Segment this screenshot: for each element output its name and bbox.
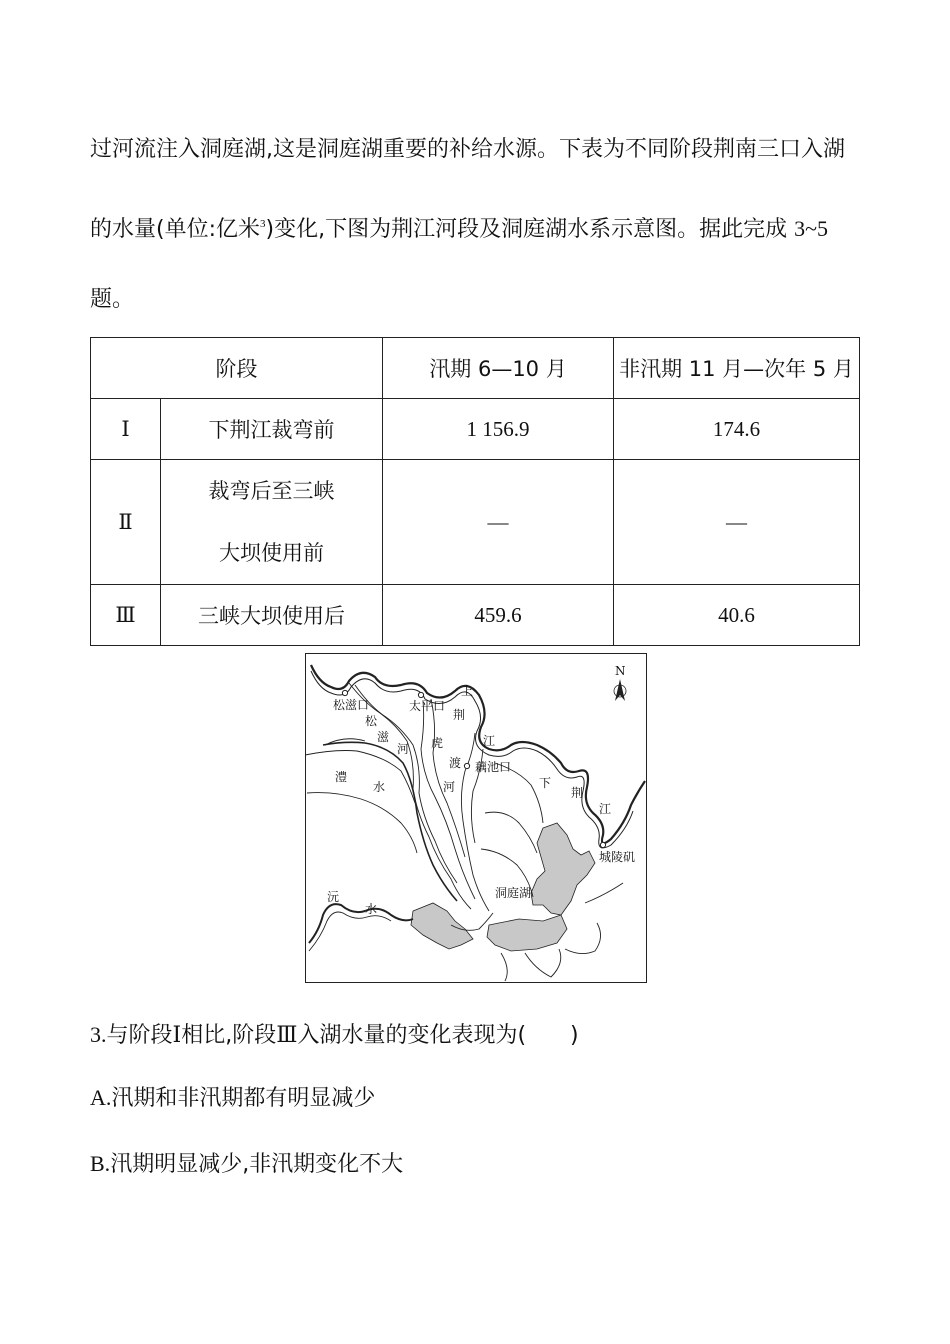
stem-stage-iii: Ⅲ bbox=[276, 1022, 298, 1047]
north-label: N bbox=[615, 664, 626, 678]
intro-line-3 bbox=[90, 262, 865, 338]
header-stage: 阶段 bbox=[91, 338, 383, 399]
table-row bbox=[91, 585, 860, 646]
question-stem bbox=[90, 1018, 579, 1049]
intro-line-2 bbox=[90, 186, 865, 268]
nonflood-value: — bbox=[614, 460, 860, 585]
stage-number: Ⅲ bbox=[91, 585, 161, 646]
question-range: 3~5 bbox=[794, 216, 828, 241]
label-shui-1: 水 bbox=[373, 780, 386, 794]
stem-stage-i: Ⅰ bbox=[172, 1022, 182, 1047]
label-jing-1: 荆 bbox=[453, 708, 466, 722]
stem-part-b: 相比,阶段 bbox=[181, 1023, 277, 1048]
intro-line-2a: 的水量(单位:亿米 bbox=[90, 217, 260, 242]
label-jing-2: 荆 bbox=[571, 786, 584, 800]
label-shang: 上 bbox=[461, 684, 474, 698]
flood-value: — bbox=[383, 460, 614, 585]
label-zi: 滋 bbox=[377, 730, 390, 744]
intro-line-3-text: 题。 bbox=[90, 287, 135, 312]
label-ouchikou: 藕池口 bbox=[475, 760, 512, 774]
flood-value: 459.6 bbox=[383, 585, 614, 646]
label-song: 松 bbox=[365, 714, 378, 728]
label-jiang-1: 江 bbox=[483, 734, 496, 748]
label-jiang-2: 江 bbox=[599, 802, 612, 816]
label-he-1: 河 bbox=[397, 742, 410, 756]
intro-line-1 bbox=[90, 112, 865, 188]
stem-part-d: ) bbox=[570, 1023, 579, 1048]
nonflood-value: 174.6 bbox=[614, 399, 860, 460]
stage-name: 下荆江裁弯前 bbox=[161, 399, 383, 460]
unit-superscript: 3 bbox=[260, 218, 266, 230]
table-row bbox=[91, 399, 860, 460]
question-number: 3. bbox=[90, 1022, 107, 1047]
label-li: 澧 bbox=[335, 770, 348, 784]
stage-name bbox=[161, 460, 383, 585]
label-chenglingji: 城陵矶 bbox=[599, 850, 636, 864]
nonflood-value: 40.6 bbox=[614, 585, 860, 646]
option-a-letter: A. bbox=[90, 1085, 112, 1110]
label-shui-2: 水 bbox=[365, 902, 378, 916]
songzikou-dot bbox=[342, 690, 347, 695]
table-row bbox=[91, 460, 860, 585]
taipingkou-dot bbox=[418, 692, 423, 697]
stem-part-c: 入湖水量的变化表现为( bbox=[297, 1023, 527, 1048]
header-flood: 汛期 6—10 月 bbox=[383, 338, 614, 399]
label-dongtinghu: 洞庭湖 bbox=[495, 886, 532, 900]
chenglingji-dot bbox=[600, 842, 605, 847]
header-nonflood: 非汛期 11 月—次年 5 月 bbox=[614, 338, 860, 399]
stage-name: 三峡大坝使用后 bbox=[161, 585, 383, 646]
jingjiang-dongting-map bbox=[305, 653, 647, 983]
intro-line-1-text: 过河流注入洞庭湖,这是洞庭湖重要的补给水源。下表为不同阶段荆南三口入湖 bbox=[90, 137, 845, 162]
ouchikou-dot bbox=[464, 763, 469, 768]
label-xia: 下 bbox=[539, 776, 552, 790]
label-du: 渡 bbox=[449, 756, 462, 770]
stage-number: Ⅱ bbox=[91, 460, 161, 585]
stage-name-line-1: 裁弯后至三峡 bbox=[208, 479, 335, 503]
intro-line-2b: )变化,下图为荆江河段及洞庭湖水系示意图。据此完成 bbox=[265, 217, 788, 242]
option-a[interactable] bbox=[90, 1081, 375, 1112]
water-volume-table bbox=[90, 337, 860, 646]
stem-part-a: 与阶段 bbox=[106, 1023, 173, 1048]
stage-name-line-2: 大坝使用前 bbox=[219, 541, 324, 565]
option-b-letter: B. bbox=[90, 1151, 111, 1176]
label-yuan: 沅 bbox=[327, 890, 340, 904]
option-a-text: 汛期和非汛期都有明显减少 bbox=[111, 1086, 376, 1111]
option-b-text: 汛期明显减少,非汛期变化不大 bbox=[110, 1152, 404, 1177]
label-songzikou: 松滋口 bbox=[333, 698, 370, 712]
option-b[interactable] bbox=[90, 1147, 403, 1178]
stage-number: Ⅰ bbox=[91, 399, 161, 460]
flood-value: 1 156.9 bbox=[383, 399, 614, 460]
label-taipingkou: 太平口 bbox=[409, 699, 446, 713]
label-hu: 虎 bbox=[431, 736, 444, 750]
table-header-row bbox=[91, 338, 860, 399]
label-he-2: 河 bbox=[443, 780, 456, 794]
